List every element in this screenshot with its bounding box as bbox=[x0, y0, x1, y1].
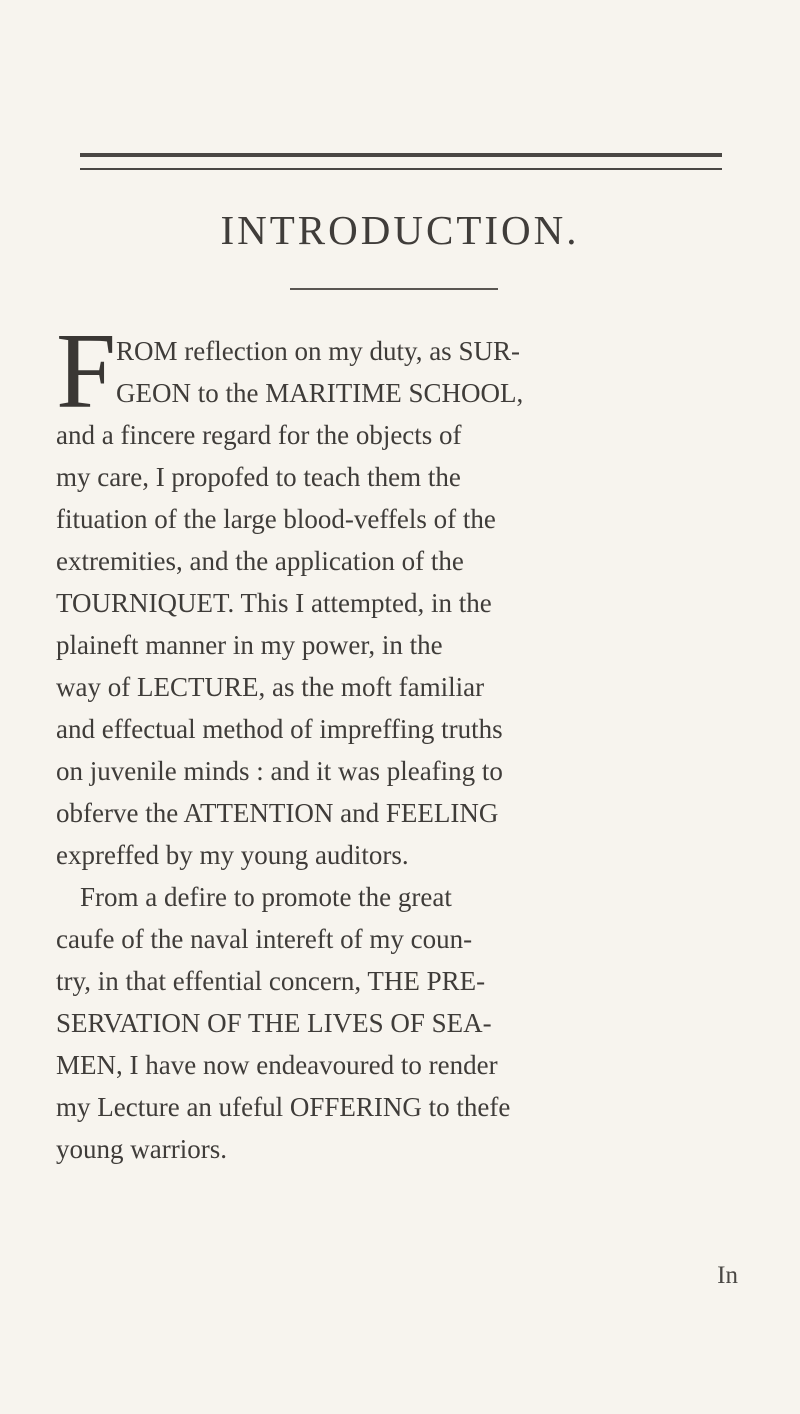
text-line: on juvenile minds : and it was pleafing to bbox=[56, 756, 503, 786]
page-title: INTRODUCTION. bbox=[220, 207, 580, 253]
text-line: obferve the ATTENTION and FEELING bbox=[56, 798, 499, 828]
text-line: plaineft manner in my power, in the bbox=[56, 630, 443, 660]
text-line: From a defire to promote the great bbox=[80, 882, 452, 912]
title-rule bbox=[290, 288, 498, 290]
text-line: my care, I propofed to teach them the bbox=[56, 462, 461, 492]
text-line: TOURNIQUET. This I attempted, in the bbox=[56, 588, 492, 618]
text-line: SERVATION OF THE LIVES OF SEA- bbox=[56, 1008, 492, 1038]
text-line: and a fincere regard for the objects of bbox=[56, 420, 462, 450]
text-line: way of LECTURE, as the moft familiar bbox=[56, 672, 485, 702]
text-line: young warriors. bbox=[56, 1134, 227, 1164]
text-line: ROM reflection on my duty, as SUR- bbox=[116, 336, 520, 366]
body-text bbox=[56, 330, 736, 1170]
text-line: and effectual method of impreffing truths bbox=[56, 714, 503, 744]
text-line: try, in that effential concern, THE PRE- bbox=[56, 966, 486, 996]
paragraph-1 bbox=[56, 330, 736, 876]
catchword: In bbox=[717, 1262, 738, 1289]
text-line: fituation of the large blood-veffels of the bbox=[56, 504, 496, 534]
text-line: caufe of the naval intereft of my coun- bbox=[56, 924, 473, 954]
paragraph-2 bbox=[56, 876, 736, 1170]
text-line: expreffed by my young auditors. bbox=[56, 840, 409, 870]
text-line: GEON to the MARITIME SCHOOL, bbox=[116, 378, 524, 408]
header-rule-thin bbox=[80, 168, 722, 170]
text-line: my Lecture an ufeful OFFERING to thefe bbox=[56, 1092, 511, 1122]
drop-cap: F bbox=[56, 312, 117, 431]
text-line: extremities, and the application of the bbox=[56, 546, 464, 576]
header-rule-thick bbox=[80, 153, 722, 157]
text-line: MEN, I have now endeavoured to render bbox=[56, 1050, 498, 1080]
